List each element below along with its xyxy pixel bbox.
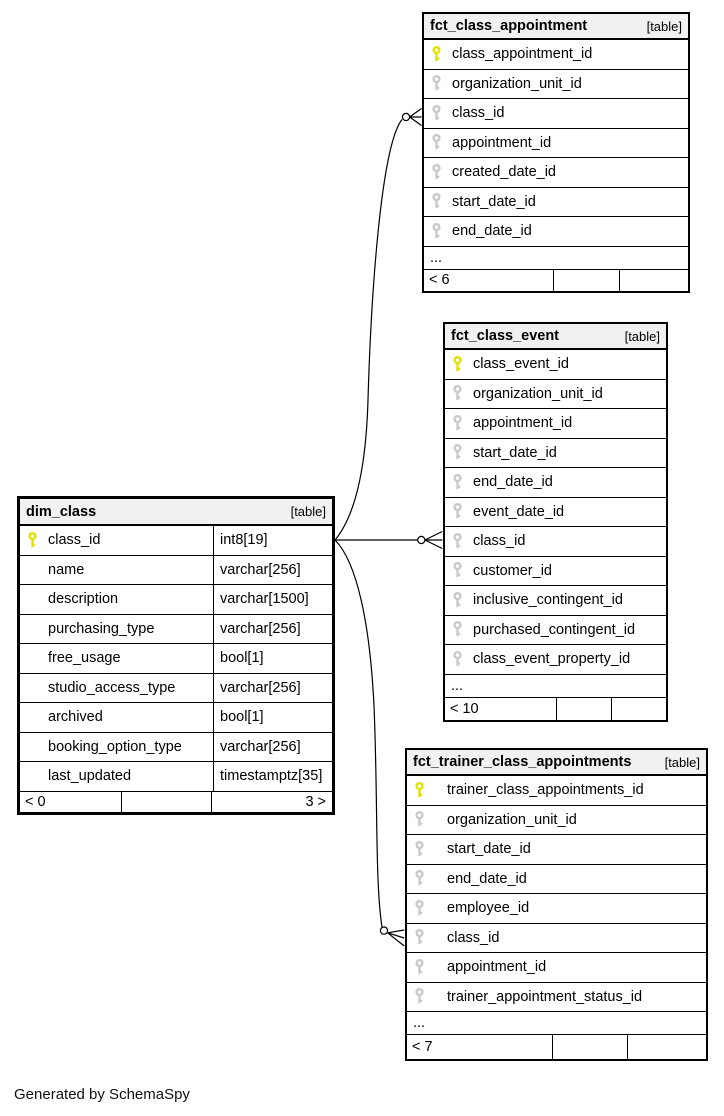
- crowfoot-many-icon: [425, 532, 442, 549]
- table-type-tag: [table]: [624, 328, 660, 344]
- column-type: timestamptz[35]: [213, 762, 332, 791]
- column-row: [424, 129, 688, 159]
- column-name: class_id: [447, 929, 500, 946]
- table-type-tag: [table]: [290, 504, 326, 519]
- table-fct_trainer_class_appointments: [405, 748, 708, 1061]
- column-row: [445, 586, 666, 616]
- column-type: varchar[1500]: [213, 585, 332, 614]
- column-name: appointment_id: [452, 134, 552, 151]
- column-type: bool[1]: [213, 703, 332, 732]
- footer-cell-mid: [554, 270, 620, 292]
- column-row: [407, 806, 706, 836]
- ellipsis-row: ...: [424, 247, 688, 270]
- column-row: [20, 703, 332, 733]
- column-type: varchar[256]: [213, 733, 332, 762]
- column-name: end_date_id: [447, 870, 527, 887]
- column-name: class_id: [48, 532, 101, 549]
- table-header: [407, 750, 706, 776]
- column-row: [424, 158, 688, 188]
- column-name: trainer_appointment_status_id: [447, 988, 643, 1005]
- table-type-tag: [table]: [664, 754, 700, 770]
- table-footer: [424, 270, 688, 292]
- column-name: booking_option_type: [48, 738, 182, 755]
- table-name[interactable]: dim_class: [26, 503, 97, 520]
- column-row: [407, 835, 706, 865]
- column-type: bool[1]: [213, 644, 332, 673]
- column-row: [20, 674, 332, 704]
- table-header: [424, 14, 688, 40]
- foreign-key-icon: [452, 527, 464, 556]
- column-name-cell: [27, 615, 213, 644]
- column-name-cell: [27, 762, 213, 791]
- column-name: appointment_id: [447, 959, 547, 976]
- column-name: organization_unit_id: [452, 75, 582, 92]
- column-row: [445, 616, 666, 646]
- foreign-key-icon: [414, 953, 426, 982]
- column-row: [424, 99, 688, 129]
- table-dim_class: [17, 496, 335, 815]
- foreign-key-icon: [431, 217, 443, 246]
- column-name: archived: [48, 709, 103, 726]
- column-row: [445, 527, 666, 557]
- column-name: class_event_id: [473, 356, 569, 373]
- column-rows: [407, 776, 706, 1012]
- column-name: organization_unit_id: [447, 811, 577, 828]
- table-footer: [445, 698, 666, 721]
- foreign-key-icon: [431, 70, 443, 99]
- foreign-key-icon: [414, 924, 426, 953]
- crowfoot-many-icon: [388, 930, 405, 946]
- footer-cell-left: < 10: [445, 698, 557, 721]
- column-name: class_appointment_id: [452, 46, 593, 63]
- footer-cell-right: 3 >: [305, 793, 326, 810]
- table-name[interactable]: fct_class_appointment: [430, 18, 588, 34]
- column-name-cell: [27, 703, 213, 732]
- column-row: [424, 40, 688, 70]
- column-type: varchar[256]: [213, 556, 332, 585]
- ellipsis-row: ...: [445, 675, 666, 698]
- column-name: name: [48, 561, 85, 578]
- column-type: varchar[256]: [213, 674, 332, 703]
- foreign-key-icon: [452, 498, 464, 527]
- footer-cell-mid: [122, 792, 212, 813]
- column-row: [407, 865, 706, 895]
- column-row: [20, 526, 332, 556]
- column-row: [445, 380, 666, 410]
- column-name: start_date_id: [452, 193, 536, 210]
- table-name[interactable]: fct_class_event: [451, 328, 560, 344]
- column-name: employee_id: [447, 900, 530, 917]
- column-row: [445, 557, 666, 587]
- foreign-key-icon: [431, 188, 443, 217]
- column-name: class_event_property_id: [473, 651, 631, 668]
- primary-key-icon: [27, 531, 39, 550]
- column-rows: [445, 350, 666, 675]
- column-name: studio_access_type: [48, 679, 176, 696]
- column-row: [20, 733, 332, 763]
- column-name: free_usage: [48, 650, 121, 667]
- table-name[interactable]: fct_trainer_class_appointments: [413, 754, 632, 770]
- column-name: appointment_id: [473, 415, 573, 432]
- fk-edge-to-fct_class_event: [335, 532, 442, 549]
- table-fct_class_appointment: [422, 12, 690, 293]
- column-name: class_id: [473, 533, 526, 550]
- column-name: inclusive_contingent_id: [473, 592, 623, 609]
- column-row: [445, 468, 666, 498]
- foreign-key-icon: [452, 645, 464, 674]
- column-name: start_date_id: [447, 841, 531, 858]
- column-row: [20, 585, 332, 615]
- column-row: [424, 70, 688, 100]
- column-name: customer_id: [473, 562, 552, 579]
- foreign-key-icon: [452, 439, 464, 468]
- column-type: int8[19]: [213, 526, 332, 555]
- column-row: [445, 350, 666, 380]
- primary-key-icon: [452, 350, 464, 379]
- column-name: created_date_id: [452, 164, 556, 181]
- column-row: [407, 776, 706, 806]
- foreign-key-icon: [431, 99, 443, 128]
- crowfoot-many-icon: [410, 109, 422, 126]
- column-rows: [20, 526, 332, 792]
- column-row: [445, 439, 666, 469]
- column-name: end_date_id: [452, 223, 532, 240]
- table-footer: [407, 1035, 706, 1059]
- foreign-key-icon: [414, 983, 426, 1012]
- column-row: [424, 217, 688, 247]
- footer-cell-left: < 7: [407, 1035, 553, 1059]
- column-name: purchasing_type: [48, 620, 155, 637]
- column-row: [20, 556, 332, 586]
- footer-cell-mid: [553, 1035, 628, 1059]
- fk-edge-to-fct_class_appointment: [335, 109, 422, 541]
- table-header: [445, 324, 666, 350]
- column-name: organization_unit_id: [473, 385, 603, 402]
- foreign-key-icon: [414, 865, 426, 894]
- column-row: [20, 615, 332, 645]
- footer-cell-right: [620, 270, 688, 292]
- foreign-key-icon: [452, 586, 464, 615]
- footer-cell-left: < 0: [20, 792, 122, 813]
- column-name-cell: [27, 644, 213, 673]
- column-name-cell: [27, 733, 213, 762]
- generated-by-caption: Generated by SchemaSpy: [14, 1086, 190, 1103]
- table-header: [20, 499, 332, 526]
- column-name: last_updated: [48, 768, 132, 785]
- column-row: [407, 953, 706, 983]
- footer-cell-right: [628, 1035, 706, 1059]
- column-name: start_date_id: [473, 444, 557, 461]
- foreign-key-icon: [452, 380, 464, 409]
- column-name: end_date_id: [473, 474, 553, 491]
- column-row: [445, 645, 666, 675]
- column-name: purchased_contingent_id: [473, 621, 636, 638]
- table-footer: [20, 792, 332, 813]
- column-name-cell: [27, 526, 213, 555]
- column-name: event_date_id: [473, 503, 565, 520]
- column-name-cell: [27, 556, 213, 585]
- footer-cell-mid: [557, 698, 612, 721]
- primary-key-icon: [431, 40, 443, 69]
- column-row: [445, 498, 666, 528]
- footer-cell-right: [612, 698, 666, 721]
- column-name: class_id: [452, 105, 505, 122]
- fk-edge-to-fct_trainer_class_appointments: [335, 540, 404, 946]
- foreign-key-icon: [452, 409, 464, 438]
- column-row: [407, 983, 706, 1013]
- column-name: trainer_class_appointments_id: [447, 782, 644, 799]
- column-name: description: [48, 591, 119, 608]
- foreign-key-icon: [452, 616, 464, 645]
- column-row: [424, 188, 688, 218]
- foreign-key-icon: [414, 806, 426, 835]
- table-fct_class_event: [443, 322, 668, 722]
- foreign-key-icon: [414, 835, 426, 864]
- column-type: varchar[256]: [213, 615, 332, 644]
- ellipsis-row: ...: [407, 1012, 706, 1035]
- footer-cell-left: < 6: [424, 270, 554, 292]
- column-row: [20, 644, 332, 674]
- primary-key-icon: [414, 776, 426, 805]
- column-row: [20, 762, 332, 792]
- column-name-cell: [27, 674, 213, 703]
- foreign-key-icon: [452, 468, 464, 497]
- column-row: [407, 894, 706, 924]
- table-type-tag: [table]: [646, 18, 682, 34]
- foreign-key-icon: [431, 129, 443, 158]
- column-name-cell: [27, 585, 213, 614]
- foreign-key-icon: [414, 894, 426, 923]
- column-rows: [424, 40, 688, 247]
- column-row: [445, 409, 666, 439]
- foreign-key-icon: [452, 557, 464, 586]
- foreign-key-icon: [431, 158, 443, 187]
- column-row: [407, 924, 706, 954]
